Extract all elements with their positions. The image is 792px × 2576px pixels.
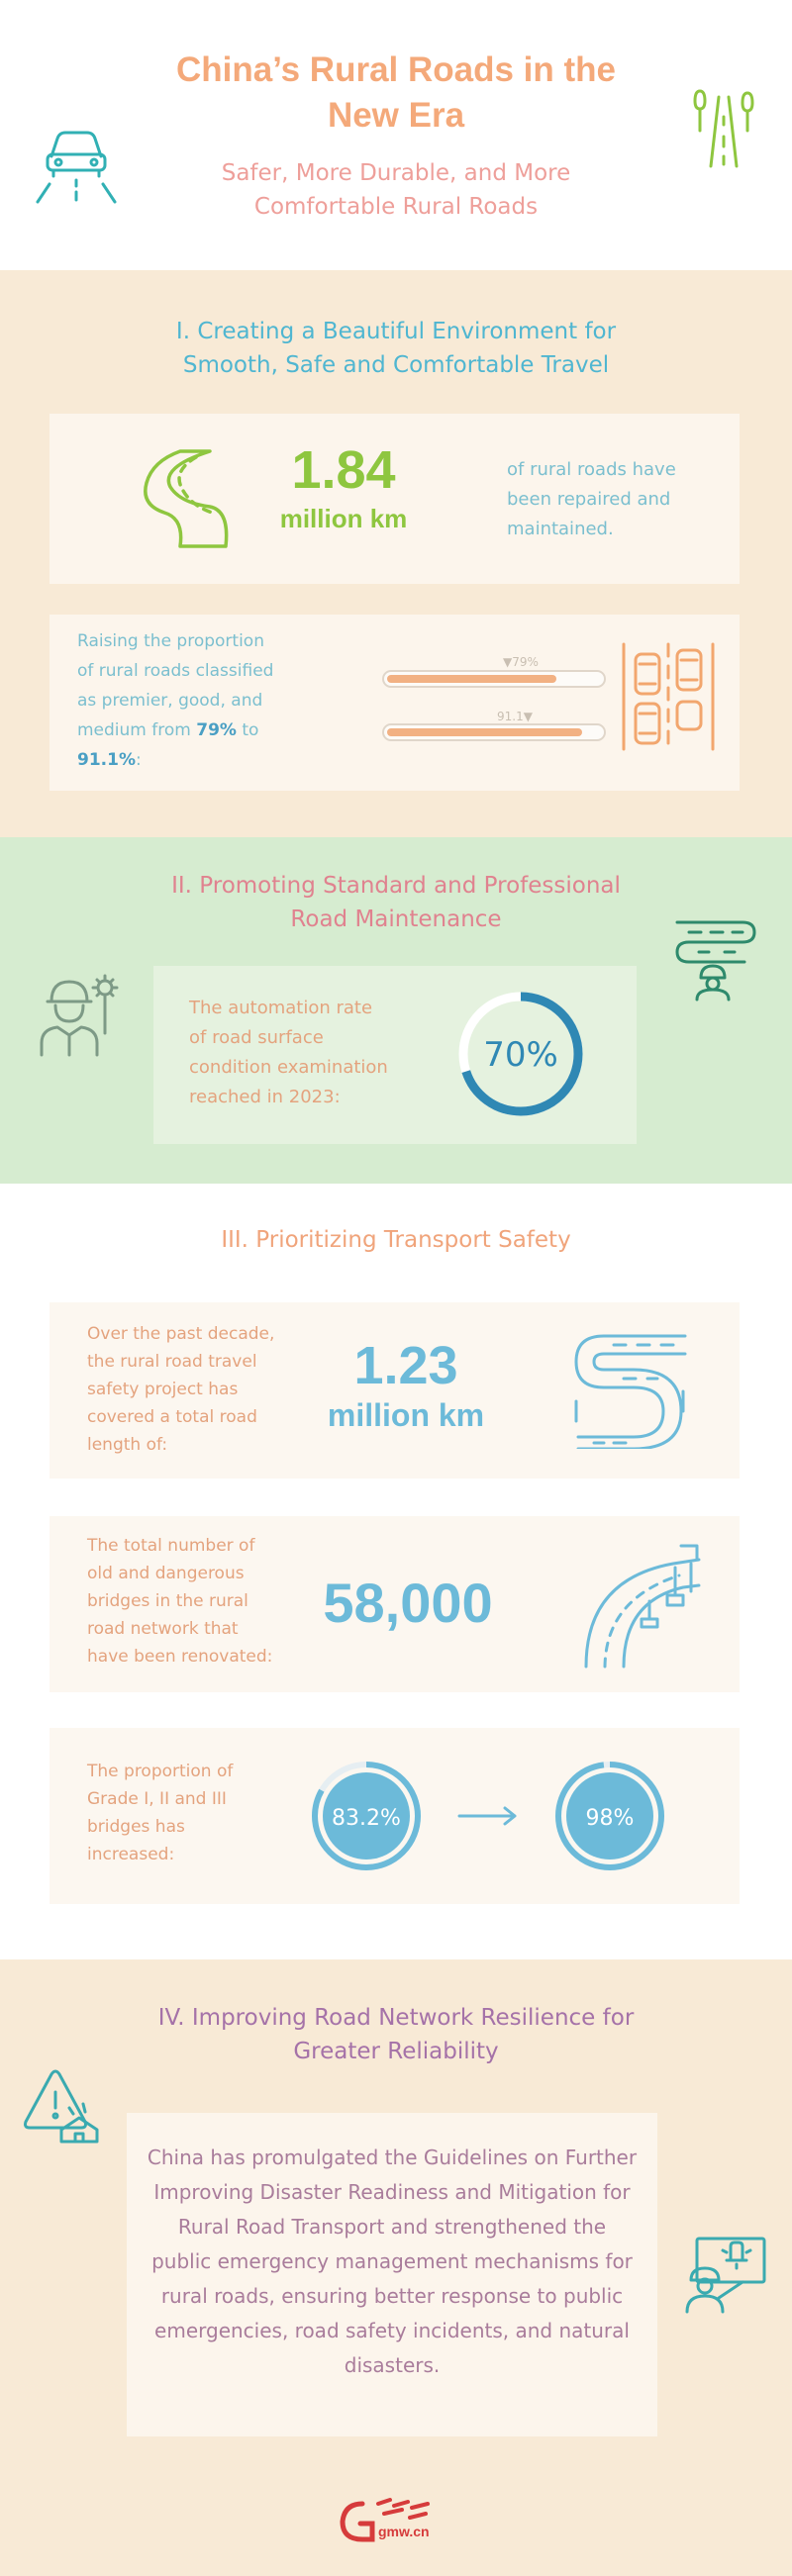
section-environment [0,270,792,837]
section-safety [0,1184,792,1959]
bridge-icon [584,1540,701,1669]
grade-bridges-description: The proportion of Grade I, II and III bridges has increased: [87,1762,234,1864]
bar-91-fill [387,728,582,736]
bar-label-79: ▼79% [503,655,539,669]
safety-project-value: 1.23 [353,1336,458,1395]
automation-rate: 70% [483,1035,558,1075]
grade-bridges-comparison [311,1758,707,1874]
worker-wrench-icon [36,974,121,1057]
safety-project-description: Over the past decade, the rural road travel safety project has covered a total road length of: [87,1324,275,1455]
automation-card [153,966,637,1144]
section2-title: II. Promoting Standard and Professional Road Maintenance [171,873,621,932]
proportion-description: Raising the proportion of rural roads classified as premier, good, and medium from 79% to 91.1%: [77,631,274,770]
proportion-card [50,615,740,791]
worker-road-icon [673,918,758,1002]
repaired-description: of rural roads have been repaired and maintained. [507,459,676,539]
section-maintenance [0,837,792,1184]
bridges-value: 58,000 [323,1572,493,1634]
trees-road-icon [683,87,762,168]
winding-road-icon [141,447,232,550]
grade-to-value: 98% [585,1806,635,1831]
emergency-presentation-icon [683,2235,768,2314]
ring-83 [315,1765,418,1867]
bridges-description: The total number of old and dangerous bridges in the rural road network that have been renovated: [87,1536,273,1667]
cars-top-view-icon [620,642,717,751]
bar-91 [382,723,606,741]
arrow-right-icon [459,1808,515,1824]
automation-ring [454,988,587,1120]
section-resilience [0,1959,792,2576]
bar-label-91: 91.1▼ [497,710,533,723]
section4-title: IV. Improving Road Network Resilience for Greater Reliability [157,2005,635,2064]
resilience-paragraph: China has promulgated the Guidelines on Further Improving Disaster Readiness and Mitigation for Rural Road Transport and strengthened the public emergency management mechanisms for rural roads, ensuring better response to public emergencies, road safety incidents, and natural disasters. [147,2146,638,2377]
stat-card-repaired [50,414,740,584]
section1-title: I. Creating a Beautiful Environment for Smooth, Safe and Comfortable Travel [175,319,617,378]
automation-description: The automation rate of road surface condition examination reached in 2023: [189,998,388,1107]
bridges-card [50,1516,740,1692]
resilience-box [127,2113,657,2436]
safety-project-card [50,1302,740,1479]
bar-79 [382,670,606,688]
ring-98 [558,1765,661,1867]
repaired-unit: million km [279,504,408,533]
grade-bridges-card [50,1728,740,1904]
grade-from-value: 83.2% [332,1806,401,1831]
page-subtitle: Safer, More Durable, and More Comfortable Rural Roads [221,160,571,220]
repaired-value: 1.84 [291,440,396,500]
footer-logo [333,2496,461,2545]
warning-landslide-icon [22,2068,101,2147]
section3-title: III. Prioritizing Transport Safety [221,1227,571,1253]
logo-text: gmw.cn [378,2524,430,2539]
safety-project-unit: million km [327,1397,485,1433]
header [0,0,792,270]
s-curve-road-icon [574,1332,691,1449]
bar-79-fill [387,675,556,683]
page-title: China’s Rural Roads in the New Era [175,50,617,135]
